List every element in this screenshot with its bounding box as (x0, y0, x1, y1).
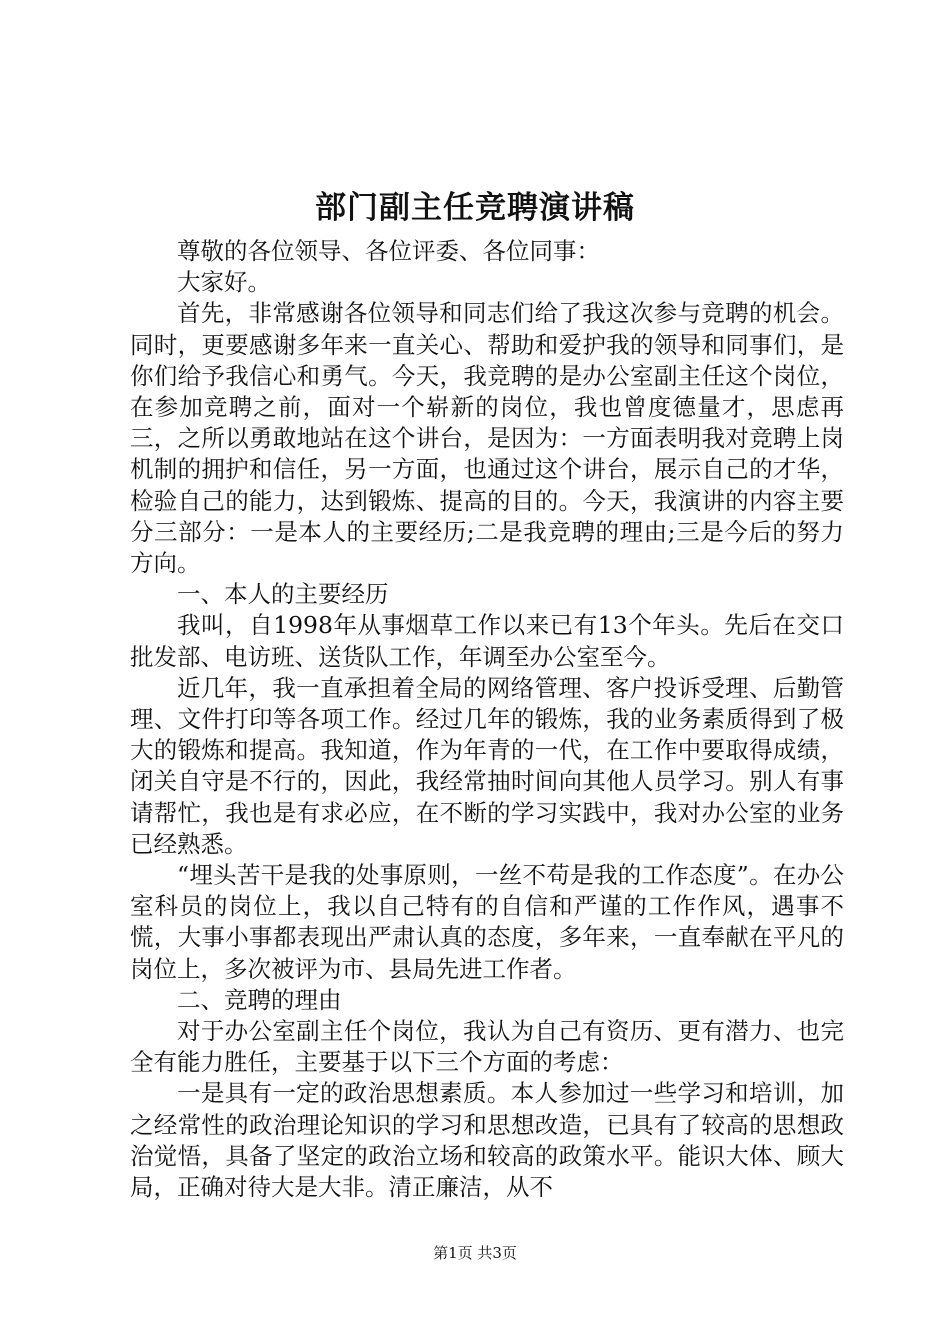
salutation-paragraph: 尊敬的各位领导、各位评委、各位同事： (177, 237, 600, 265)
reasons-paragraph-2: 一是具有一定的政治思想素质。本人参加过一些学习和培训，加之经常性的政治理论知识的学习和思想改造，已具有了较高的思想政治觉悟，具备了坚定的政治立场和较高的政策水平。能识大体、顾大局，正确对待大是大非。清正廉洁，从不 (130, 1079, 844, 1202)
greeting-paragraph: 大家好。 (177, 268, 271, 297)
document-title: 部门副主任竞聘演讲稿 (315, 190, 635, 226)
section-heading-experience: 一、本人的主要经历 (177, 580, 389, 609)
experience-paragraph-2: 近几年，我一直承担着全局的网络管理、客户投诉受理、后勤管理、文件打印等各项工作。经过几年的锻炼，我的业务素质得到了极大的锻炼和提高。我知道，作为年青的一代，在工作中要取得成绩，闭关自守是不行的，因此，我经常抽时间向其他人员学习。别人有事请帮忙，我也是有求必应，在不断的学习实践中，我对办公室的业务已经熟悉。 (130, 673, 844, 858)
section-heading-reasons: 二、竞聘的理由 (177, 985, 342, 1014)
page-number-footer: 第1页 共3页 (433, 1244, 517, 1262)
intro-paragraph: 首先，非常感谢各位领导和同志们给了我这次参与竞聘的机会。同时，更要感谢多年来一直关心、帮助和爱护我的领导和同事们，是你们给予我信心和勇气。今天，我竞聘的是办公室副主任这个岗位，在参加竞聘之前，面对一个崭新的岗位，我也曾度德量才，思虑再三，之所以勇敢地站在这个讲台，是因为：一方面表明我对竞聘上岗机制的拥护和信任，另一方面，也通过这个讲台，展示自己的才华，检验自己的能力，达到锻炼、提高的目的。今天，我演讲的内容主要分三部分：一是本人的主要经历;二是我竞聘的理由;三是今后的努力方向。 (130, 299, 844, 578)
experience-paragraph-3: “埋头苦干是我的处事原则，一丝不苟是我的工作态度”。在办公室科员的岗位上，我以自己特有的自信和严谨的工作作风，遇事不慌，大事小事都表现出严肃认真的态度，多年来，一直奉献在平凡的岗位上，多次被评为市、县局先进工作者。 (130, 861, 844, 983)
document-body (130, 236, 844, 1203)
reasons-paragraph-1: 对于办公室副主任个岗位，我认为自己有资历、更有潜力、也完全有能力胜任，主要基于以下三个方面的考虑： (130, 1017, 844, 1077)
experience-paragraph-1: 我叫，自1998年从事烟草工作以来已有13个年头。先后在交口批发部、电访班、送货队工作，年调至办公室至今。 (130, 611, 844, 671)
